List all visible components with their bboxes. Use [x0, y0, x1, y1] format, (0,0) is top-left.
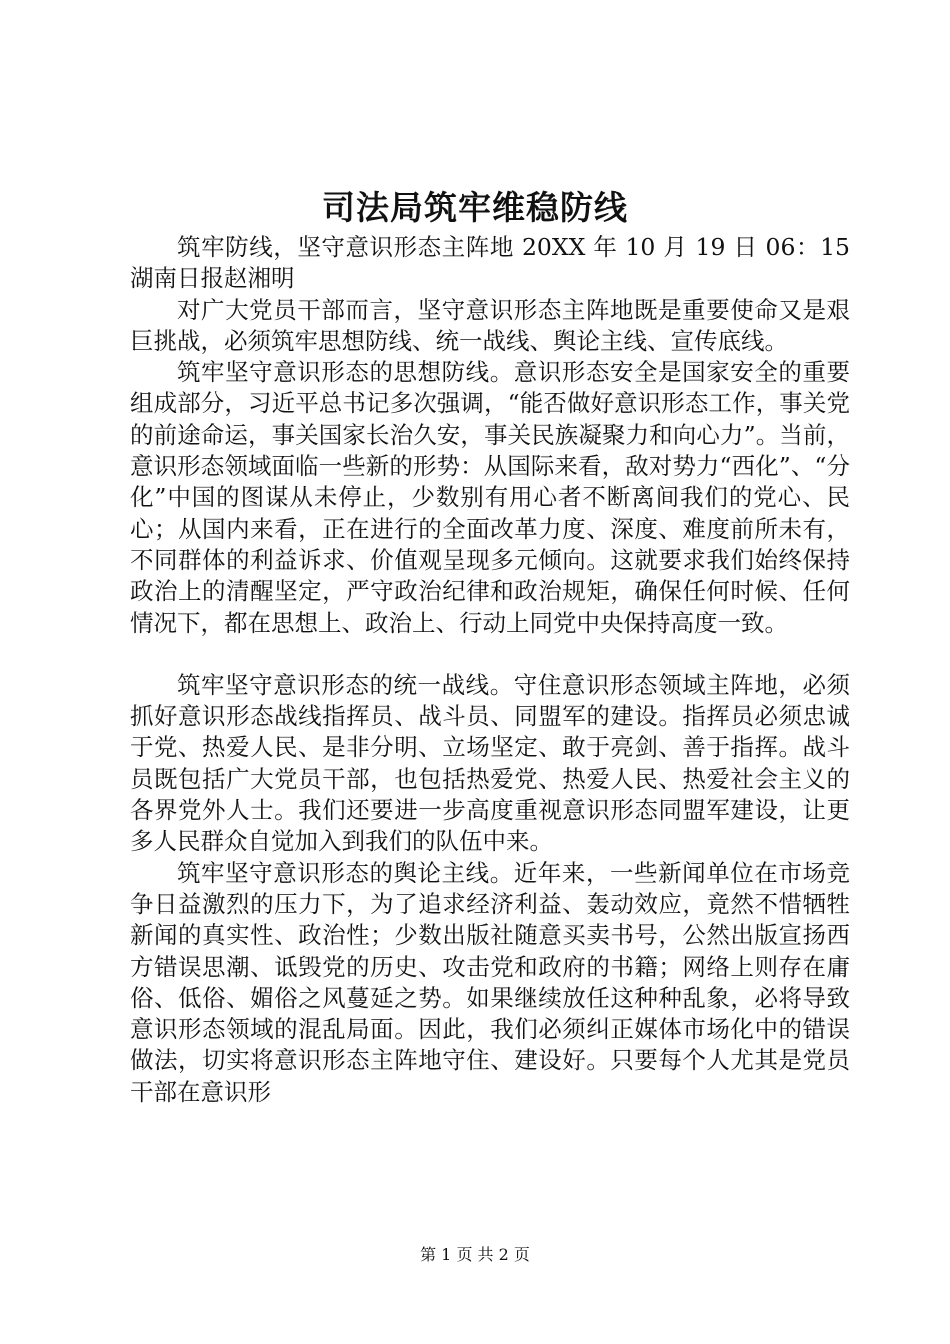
document-title: 司法局筑牢维稳防线: [322, 188, 628, 227]
paragraph-united-front: 筑牢坚守意识形态的统一战线。守住意识形态领域主阵地，必须抓好意识形态战线指挥员、战斗员、同盟军的建设。指挥员必须忠诚于党、热爱人民、是非分明、立场坚定、敢于亮剑、善于指挥。战斗员既包括广大党员干部，也包括热爱党、热爱人民、热爱社会主义的各界党外人士。我们还要进一步高度重视意识形态同盟军建设，让更多人民群众自觉加入到我们的队伍中来。: [130, 670, 850, 856]
paragraph-intro: 对广大党员干部而言，坚守意识形态主阵地既是重要使命又是艰巨挑战，必须筑牢思想防线、统一战线、舆论主线、宣传底线。: [130, 295, 850, 355]
paragraph-public-opinion: 筑牢坚守意识形态的舆论主线。近年来，一些新闻单位在市场竞争日益激烈的压力下，为了追求经济利益、轰动效应，竟然不惜牺牲新闻的真实性、政治性；少数出版社随意买卖书号，公然出版宣扬西方错误思潮、诋毁党的历史、攻击党和政府的书籍；网络上则存在庸俗、低俗、媚俗之风蔓延之势。如果继续放任这种种乱象，必将导致意识形态领域的混乱局面。因此，我们必须纠正媒体市场化中的错误做法，切实将意识形态主阵地守住、建设好。只要每个人尤其是党员干部在意识形: [130, 858, 850, 1106]
document-body: [130, 232, 850, 1108]
paragraph-ideological-defense: 筑牢坚守意识形态的思想防线。意识形态安全是国家安全的重要组成部分，习近平总书记多次强调，“能否做好意识形态工作，事关党的前途命运，事关国家长治久安，事关民族凝聚力和向心力”。当前，意识形态领域面临一些新的形势：从国际来看，敌对势力“西化”、“分化”中国的图谋从未停止，少数别有用心者不断离间我们的党心、民心；从国内来看，正在进行的全面改革力度、深度、难度前所未有，不同群体的利益诉求、价值观呈现多元倾向。这就要求我们始终保持政治上的清醒坚定，严守政治纪律和政治规矩，确保任何时候、任何情况下，都在思想上、政治上、行动上同党中央保持高度一致。: [130, 358, 850, 637]
paragraph-byline: 筑牢防线，坚守意识形态主阵地 20XX 年 10 月 19 日 06：15 湖南日报赵湘明: [130, 233, 850, 293]
page-footer: 第 1 页 共 2 页: [420, 1245, 530, 1264]
